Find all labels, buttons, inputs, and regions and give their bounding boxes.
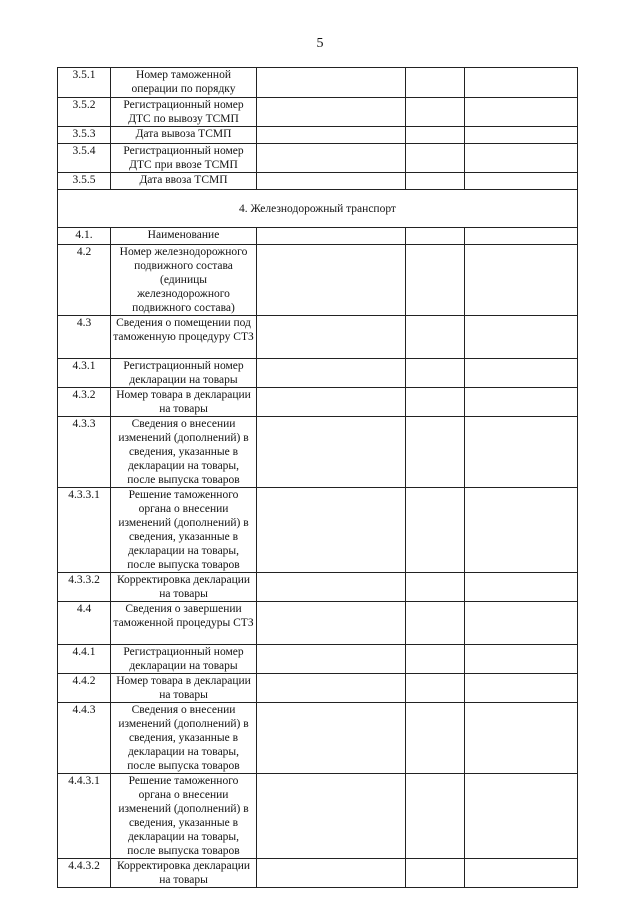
empty-cell <box>465 645 578 674</box>
empty-cell <box>465 245 578 316</box>
empty-cell <box>257 98 406 127</box>
row-number: 4.3.1 <box>58 359 111 388</box>
row-number: 3.5.2 <box>58 98 111 127</box>
empty-cell <box>257 674 406 703</box>
empty-cell <box>257 316 406 359</box>
table-row <box>58 388 578 417</box>
row-number: 4.3 <box>58 316 111 359</box>
empty-cell <box>257 228 406 245</box>
table-row <box>58 173 578 190</box>
empty-cell <box>257 127 406 144</box>
empty-cell <box>257 645 406 674</box>
table-row <box>58 602 578 645</box>
row-number: 4.4 <box>58 602 111 645</box>
table-row <box>58 144 578 173</box>
empty-cell <box>465 359 578 388</box>
row-field-name: Регистрационный номер ДТС по вывозу ТСМП <box>111 98 257 127</box>
empty-cell <box>406 98 465 127</box>
row-field-name: Номер таможенной операции по порядку <box>111 68 257 98</box>
empty-cell <box>257 144 406 173</box>
empty-cell <box>465 144 578 173</box>
page-number: 5 <box>316 36 324 51</box>
row-field-name: Решение таможенного органа о внесении изменений (дополнений) в сведения, указанные в декларации на товары, после выпуска товаров <box>111 488 257 573</box>
empty-cell <box>465 774 578 859</box>
row-field-name: Номер товара в декларации на товары <box>111 674 257 703</box>
row-field-name: Сведения о помещении под таможенную процедуру СТЗ <box>111 316 257 359</box>
row-number: 3.5.3 <box>58 127 111 144</box>
table-row <box>58 774 578 859</box>
table-row <box>58 245 578 316</box>
empty-cell <box>406 228 465 245</box>
row-number: 4.4.3 <box>58 703 111 774</box>
row-number: 4.3.3.1 <box>58 488 111 573</box>
empty-cell <box>465 703 578 774</box>
empty-cell <box>465 228 578 245</box>
row-field-name: Дата ввоза ТСМП <box>111 173 257 190</box>
empty-cell <box>406 68 465 98</box>
row-field-name: Номер железнодорожного подвижного состава (единицы железнодорожного подвижного состава) <box>111 245 257 316</box>
empty-cell <box>465 68 578 98</box>
empty-cell <box>465 674 578 703</box>
table-row <box>58 359 578 388</box>
row-number: 4.3.3 <box>58 417 111 488</box>
row-number: 4.4.3.2 <box>58 859 111 888</box>
empty-cell <box>257 703 406 774</box>
empty-cell <box>465 859 578 888</box>
row-field-name: Корректировка декларации на товары <box>111 573 257 602</box>
row-number: 4.2 <box>58 245 111 316</box>
row-number: 4.3.3.2 <box>58 573 111 602</box>
table-row <box>58 573 578 602</box>
table-row <box>58 674 578 703</box>
empty-cell <box>406 417 465 488</box>
empty-cell <box>465 316 578 359</box>
empty-cell <box>406 127 465 144</box>
empty-cell <box>257 417 406 488</box>
row-field-name: Сведения о внесении изменений (дополнений) в сведения, указанные в декларации на товары, после выпуска товаров <box>111 417 257 488</box>
row-field-name: Сведения о внесении изменений (дополнений) в сведения, указанные в декларации на товары, после выпуска товаров <box>111 703 257 774</box>
empty-cell <box>465 488 578 573</box>
empty-cell <box>465 417 578 488</box>
table-row <box>58 645 578 674</box>
empty-cell <box>406 859 465 888</box>
empty-cell <box>257 573 406 602</box>
empty-cell <box>257 388 406 417</box>
row-number: 4.4.1 <box>58 645 111 674</box>
table-row <box>58 703 578 774</box>
table-row <box>58 488 578 573</box>
empty-cell <box>406 316 465 359</box>
table-row <box>58 859 578 888</box>
empty-cell <box>257 774 406 859</box>
empty-cell <box>465 573 578 602</box>
row-number: 3.5.5 <box>58 173 111 190</box>
row-number: 4.1. <box>58 228 111 245</box>
row-number: 4.4.3.1 <box>58 774 111 859</box>
empty-cell <box>257 173 406 190</box>
row-field-name: Регистрационный номер ДТС при ввозе ТСМП <box>111 144 257 173</box>
empty-cell <box>406 774 465 859</box>
empty-cell <box>465 98 578 127</box>
empty-cell <box>406 674 465 703</box>
empty-cell <box>465 388 578 417</box>
table-row <box>58 316 578 359</box>
table-row <box>58 228 578 245</box>
row-field-name: Регистрационный номер декларации на товары <box>111 359 257 388</box>
empty-cell <box>406 173 465 190</box>
empty-cell <box>406 602 465 645</box>
row-field-name: Сведения о завершении таможенной процедуры СТЗ <box>111 602 257 645</box>
row-field-name: Корректировка декларации на товары <box>111 859 257 888</box>
table-row <box>58 417 578 488</box>
empty-cell <box>406 573 465 602</box>
empty-cell <box>257 359 406 388</box>
empty-cell <box>465 173 578 190</box>
row-field-name: Регистрационный номер декларации на товары <box>111 645 257 674</box>
section-row <box>58 190 578 228</box>
empty-cell <box>257 68 406 98</box>
row-field-name: Наименование <box>111 228 257 245</box>
empty-cell <box>257 859 406 888</box>
table-row <box>58 127 578 144</box>
empty-cell <box>465 127 578 144</box>
empty-cell <box>465 602 578 645</box>
section-title: 4. Железнодорожный транспорт <box>58 190 578 228</box>
row-number: 3.5.4 <box>58 144 111 173</box>
empty-cell <box>257 245 406 316</box>
empty-cell <box>406 388 465 417</box>
empty-cell <box>406 245 465 316</box>
empty-cell <box>406 645 465 674</box>
table-row <box>58 68 578 98</box>
table-row <box>58 98 578 127</box>
row-field-name: Номер товара в декларации на товары <box>111 388 257 417</box>
empty-cell <box>406 703 465 774</box>
empty-cell <box>406 359 465 388</box>
row-number: 3.5.1 <box>58 68 111 98</box>
empty-cell <box>406 488 465 573</box>
form-table <box>57 67 578 888</box>
row-number: 4.4.2 <box>58 674 111 703</box>
empty-cell <box>257 602 406 645</box>
row-field-name: Решение таможенного органа о внесении изменений (дополнений) в сведения, указанные в декларации на товары, после выпуска товаров <box>111 774 257 859</box>
row-field-name: Дата вывоза ТСМП <box>111 127 257 144</box>
empty-cell <box>406 144 465 173</box>
row-number: 4.3.2 <box>58 388 111 417</box>
empty-cell <box>257 488 406 573</box>
